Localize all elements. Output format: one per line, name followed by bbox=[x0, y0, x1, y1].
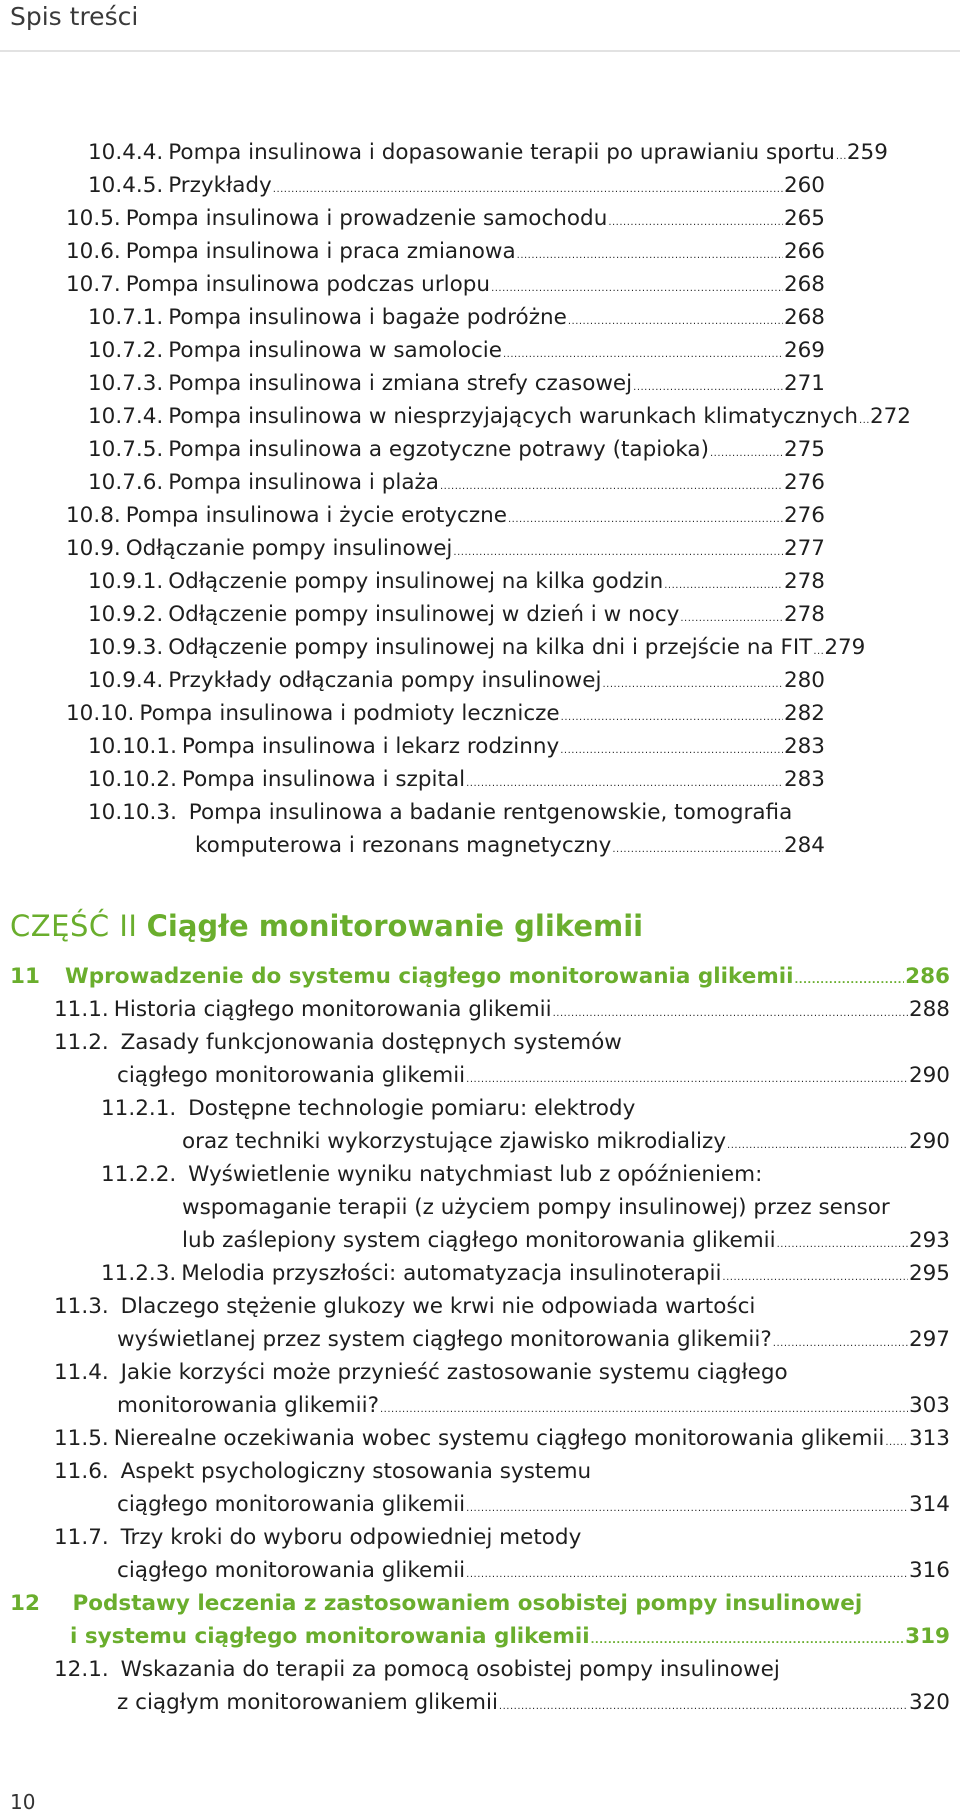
entry-page: 295 bbox=[908, 1261, 950, 1286]
toc-entry[interactable] bbox=[117, 1326, 950, 1358]
entry-title: Pompa insulinowa i plaża bbox=[168, 470, 439, 495]
entry-title-line: Pompa insulinowa a badanie rentgenowskie, tomografia bbox=[188, 800, 793, 825]
leader-dots bbox=[710, 440, 783, 468]
entry-page: 268 bbox=[783, 272, 825, 297]
entry-title: ciągłego monitorowania glikemii bbox=[117, 1492, 466, 1517]
entry-page: 276 bbox=[783, 503, 825, 528]
entry-number: 10.9.2. bbox=[88, 602, 164, 627]
leader-dots bbox=[453, 539, 783, 567]
chapter-title-line: Podstawy leczenia z zastosowaniem osobistej pompy insulinowej bbox=[72, 1591, 863, 1616]
leader-dots bbox=[380, 1396, 908, 1424]
entry-title: Melodia przyszłości: automatyzacja insulinoterapii bbox=[181, 1261, 722, 1286]
entry-number: 10.9. bbox=[66, 536, 121, 561]
leader-dots bbox=[503, 341, 783, 369]
toc-entry[interactable] bbox=[195, 832, 825, 864]
entry-title: monitorowania glikemii? bbox=[117, 1393, 379, 1418]
entry-number: 10.9.3. bbox=[88, 635, 164, 660]
toc-entry[interactable] bbox=[182, 1128, 950, 1160]
entry-number: 10.7.4. bbox=[88, 404, 164, 429]
entry-number: 10.4.4. bbox=[88, 140, 164, 165]
entry-number: 11.2.3. bbox=[101, 1261, 177, 1286]
entry-page: 284 bbox=[783, 833, 825, 858]
entry-title: Odłączanie pompy insulinowej bbox=[125, 536, 453, 561]
toc-entry[interactable] bbox=[88, 304, 825, 336]
entry-title: lub zaślepiony system ciągłego monitorowania glikemii bbox=[182, 1228, 776, 1253]
leader-dots bbox=[859, 407, 869, 435]
leader-dots bbox=[612, 836, 783, 864]
toc-entry[interactable] bbox=[66, 535, 825, 567]
entry-page: 293 bbox=[908, 1228, 950, 1253]
toc-entry[interactable] bbox=[88, 766, 825, 798]
part-label: CZĘŚĆ II bbox=[10, 909, 138, 943]
entry-title: ciągłego monitorowania glikemii bbox=[117, 1558, 466, 1583]
toc-entry[interactable] bbox=[182, 1227, 950, 1259]
entry-title: Pompa insulinowa w niesprzyjających warunkach klimatycznych bbox=[168, 404, 858, 429]
entry-page: 282 bbox=[783, 701, 825, 726]
leader-dots bbox=[813, 638, 823, 666]
toc-entry[interactable] bbox=[88, 172, 825, 204]
toc-entry-line bbox=[54, 1656, 780, 1684]
entry-number: 10.9.1. bbox=[88, 569, 164, 594]
leader-dots bbox=[591, 1627, 904, 1655]
toc-entry[interactable] bbox=[66, 238, 825, 270]
entry-title: Odłączenie pompy insulinowej w dzień i w nocy bbox=[168, 602, 680, 627]
toc-entry-line bbox=[54, 1293, 755, 1321]
entry-page: 290 bbox=[908, 1129, 950, 1154]
entry-title-line: Wyświetlenie wyniku natychmiast lub z opóźnieniem: bbox=[188, 1162, 763, 1187]
entry-number: 10.7.2. bbox=[88, 338, 164, 363]
toc-entry[interactable] bbox=[88, 634, 866, 666]
entry-number: 10.8. bbox=[66, 503, 121, 528]
toc-entry[interactable] bbox=[88, 733, 825, 765]
leader-dots bbox=[722, 1264, 908, 1292]
entry-number: 10.7. bbox=[66, 272, 121, 297]
entry-title: Pompa insulinowa a egzotyczne potrawy (tapioka) bbox=[168, 437, 709, 462]
entry-number: 11.2. bbox=[54, 1030, 109, 1055]
entry-title: Przykłady bbox=[168, 173, 272, 198]
entry-title-line: Aspekt psychologiczny stosowania systemu bbox=[120, 1459, 592, 1484]
entry-number: 10.9.4. bbox=[88, 668, 164, 693]
entry-page: 278 bbox=[783, 569, 825, 594]
entry-page: 283 bbox=[783, 734, 825, 759]
entry-title: Historia ciągłego monitorowania glikemii bbox=[113, 997, 552, 1022]
toc-entry[interactable] bbox=[66, 205, 825, 237]
leader-dots bbox=[508, 506, 783, 534]
entry-page: 271 bbox=[783, 371, 825, 396]
toc-entry[interactable] bbox=[88, 667, 825, 699]
toc-entry[interactable] bbox=[117, 1557, 950, 1589]
leader-dots bbox=[680, 605, 783, 633]
entry-number: 10.6. bbox=[66, 239, 121, 264]
leader-dots bbox=[491, 275, 783, 303]
entry-title-line: Dostępne technologie pomiaru: elektrody bbox=[188, 1096, 636, 1121]
entry-page: 288 bbox=[908, 997, 950, 1022]
entry-page: 266 bbox=[783, 239, 825, 264]
entry-number: 11.2.2. bbox=[101, 1162, 177, 1187]
entry-page: 259 bbox=[846, 140, 888, 165]
leader-dots bbox=[836, 143, 846, 171]
leader-dots bbox=[885, 1429, 908, 1457]
chapter-entry-12-line bbox=[10, 1590, 862, 1618]
leader-dots bbox=[561, 704, 783, 732]
leader-dots bbox=[466, 1066, 908, 1094]
toc-entry[interactable] bbox=[88, 436, 825, 468]
chapter-entry-11[interactable] bbox=[10, 963, 950, 995]
chapter-title: Wprowadzenie do systemu ciągłego monitorowania glikemii bbox=[65, 964, 794, 989]
entry-title: Pompa insulinowa i praca zmianowa bbox=[125, 239, 516, 264]
toc-entry-line bbox=[54, 1029, 622, 1057]
leader-dots bbox=[602, 671, 782, 699]
toc-entry-line bbox=[182, 1194, 890, 1222]
entry-number: 10.10.2. bbox=[88, 767, 177, 792]
chapter-entry-12[interactable] bbox=[70, 1623, 950, 1655]
entry-page: 297 bbox=[908, 1327, 950, 1352]
entry-page: 320 bbox=[908, 1690, 950, 1715]
entry-page: 268 bbox=[783, 305, 825, 330]
toc-entry[interactable] bbox=[88, 469, 825, 501]
entry-title-line: Dlaczego stężenie glukozy we krwi nie odpowiada wartości bbox=[120, 1294, 756, 1319]
entry-page: 280 bbox=[783, 668, 825, 693]
entry-page: 275 bbox=[783, 437, 825, 462]
entry-number: 10.7.1. bbox=[88, 305, 164, 330]
entry-number: 10.7.5. bbox=[88, 437, 164, 462]
entry-title: Pompa insulinowa w samolocie bbox=[168, 338, 502, 363]
leader-dots bbox=[664, 572, 783, 600]
entry-number: 11.3. bbox=[54, 1294, 109, 1319]
entry-title: komputerowa i rezonans magnetyczny bbox=[195, 833, 612, 858]
toc-entry[interactable] bbox=[88, 568, 825, 600]
leader-dots bbox=[777, 1231, 908, 1259]
leader-dots bbox=[633, 374, 783, 402]
toc-entry[interactable] bbox=[117, 1689, 950, 1721]
entry-title: Odłączenie pompy insulinowej na kilka dni i przejście na FIT bbox=[168, 635, 813, 660]
entry-title: Pompa insulinowa i życie erotyczne bbox=[125, 503, 507, 528]
toc-entry[interactable] bbox=[54, 996, 950, 1028]
leader-dots bbox=[466, 770, 783, 798]
entry-title: Pompa insulinowa i zmiana strefy czasowej bbox=[168, 371, 633, 396]
chapter-title: i systemu ciągłego monitorowania glikemii bbox=[70, 1624, 590, 1649]
entry-title-line: Wskazania do terapii za pomocą osobistej pompy insulinowej bbox=[120, 1657, 780, 1682]
toc-entry-line bbox=[54, 1524, 581, 1552]
entry-title: wyświetlanej przez system ciągłego monitorowania glikemii? bbox=[117, 1327, 772, 1352]
toc-entry-line bbox=[101, 1095, 635, 1123]
entry-page: 279 bbox=[824, 635, 866, 660]
entry-page: 265 bbox=[783, 206, 825, 231]
header-divider bbox=[0, 50, 960, 52]
leader-dots bbox=[273, 176, 783, 204]
entry-number: 11.6. bbox=[54, 1459, 109, 1484]
toc-entry[interactable] bbox=[88, 337, 825, 369]
entry-number: 12.1. bbox=[54, 1657, 109, 1682]
entry-number: 11.4. bbox=[54, 1360, 109, 1385]
toc-entry[interactable] bbox=[101, 1260, 950, 1292]
entry-title: Pompa insulinowa i lekarz rodzinny bbox=[181, 734, 560, 759]
entry-page: 277 bbox=[783, 536, 825, 561]
chapter-page: 286 bbox=[905, 964, 950, 989]
chapter-number: 12 bbox=[10, 1591, 40, 1616]
toc-entry[interactable] bbox=[66, 700, 825, 732]
entry-page: 290 bbox=[908, 1063, 950, 1088]
toc-entry[interactable] bbox=[117, 1392, 950, 1424]
entry-number: 11.2.1. bbox=[101, 1096, 177, 1121]
toc-entry-line bbox=[54, 1359, 788, 1387]
entry-title: Pompa insulinowa i podmioty lecznicze bbox=[139, 701, 560, 726]
part-title: Ciągłe monitorowanie glikemii bbox=[146, 909, 644, 943]
page-number: 10 bbox=[10, 1790, 36, 1814]
entry-page: 314 bbox=[908, 1492, 950, 1517]
part-heading[interactable] bbox=[10, 909, 643, 943]
entry-title-line: Jakie korzyści może przynieść zastosowanie systemu ciągłego bbox=[120, 1360, 788, 1385]
toc-entry[interactable] bbox=[88, 370, 825, 402]
leader-dots bbox=[608, 209, 783, 237]
toc-entry[interactable] bbox=[54, 1425, 950, 1457]
entry-page: 316 bbox=[908, 1558, 950, 1583]
entry-page: 269 bbox=[783, 338, 825, 363]
entry-title: Pompa insulinowa i bagaże podróżne bbox=[168, 305, 567, 330]
entry-title: Pompa insulinowa podczas urlopu bbox=[125, 272, 491, 297]
entry-page: 260 bbox=[783, 173, 825, 198]
entry-page: 303 bbox=[908, 1393, 950, 1418]
leader-dots bbox=[440, 473, 783, 501]
toc-entry[interactable] bbox=[117, 1062, 950, 1094]
toc-entry[interactable] bbox=[66, 502, 825, 534]
entry-title: Pompa insulinowa i prowadzenie samochodu bbox=[125, 206, 608, 231]
entry-number: 10.10.3. bbox=[88, 800, 177, 825]
entry-number: 10.7.6. bbox=[88, 470, 164, 495]
entry-number: 10.10. bbox=[66, 701, 135, 726]
entry-page: 272 bbox=[869, 404, 911, 429]
entry-number: 11.1. bbox=[54, 997, 109, 1022]
entry-page: 283 bbox=[783, 767, 825, 792]
entry-title-line: wspomaganie terapii (z użyciem pompy insulinowej) przez sensor bbox=[182, 1195, 890, 1220]
leader-dots bbox=[553, 1000, 908, 1028]
entry-page: 313 bbox=[908, 1426, 950, 1451]
toc-entry[interactable] bbox=[88, 139, 888, 171]
leader-dots bbox=[466, 1561, 908, 1589]
leader-dots bbox=[568, 308, 783, 336]
running-head: Spis treści bbox=[10, 2, 139, 31]
toc-entry-line bbox=[88, 799, 792, 827]
toc-entry-line bbox=[54, 1458, 591, 1486]
entry-title: z ciągłym monitorowaniem glikemii bbox=[117, 1690, 498, 1715]
leader-dots bbox=[773, 1330, 908, 1358]
toc-entry[interactable] bbox=[88, 403, 911, 435]
leader-dots bbox=[560, 737, 783, 765]
toc-entry[interactable] bbox=[88, 601, 825, 633]
entry-title: Pompa insulinowa i szpital bbox=[181, 767, 466, 792]
entry-title: Nierealne oczekiwania wobec systemu ciągłego monitorowania glikemii bbox=[113, 1426, 885, 1451]
entry-title: oraz techniki wykorzystujące zjawisko mikrodializy bbox=[182, 1129, 727, 1154]
toc-entry-line bbox=[101, 1161, 762, 1189]
entry-number: 11.5. bbox=[54, 1426, 109, 1451]
leader-dots bbox=[517, 242, 783, 270]
entry-page: 278 bbox=[783, 602, 825, 627]
entry-title-line: Trzy kroki do wyboru odpowiedniej metody bbox=[120, 1525, 582, 1550]
toc-entry[interactable] bbox=[66, 271, 825, 303]
entry-number: 10.5. bbox=[66, 206, 121, 231]
entry-number: 10.4.5. bbox=[88, 173, 164, 198]
entry-title: Odłączenie pompy insulinowej na kilka godzin bbox=[168, 569, 664, 594]
entry-title: ciągłego monitorowania glikemii bbox=[117, 1063, 466, 1088]
entry-number: 10.10.1. bbox=[88, 734, 177, 759]
leader-dots bbox=[727, 1132, 908, 1160]
entry-title: Przykłady odłączania pompy insulinowej bbox=[168, 668, 602, 693]
leader-dots bbox=[466, 1495, 908, 1523]
leader-dots bbox=[795, 967, 905, 995]
chapter-page: 319 bbox=[905, 1624, 950, 1649]
entry-number: 11.7. bbox=[54, 1525, 109, 1550]
toc-entry[interactable] bbox=[117, 1491, 950, 1523]
entry-page: 276 bbox=[783, 470, 825, 495]
entry-number: 10.7.3. bbox=[88, 371, 164, 396]
chapter-number: 11 bbox=[10, 964, 40, 989]
entry-title-line: Zasady funkcjonowania dostępnych systemów bbox=[120, 1030, 622, 1055]
leader-dots bbox=[499, 1693, 908, 1721]
entry-title: Pompa insulinowa i dopasowanie terapii po uprawianiu sportu bbox=[168, 140, 835, 165]
